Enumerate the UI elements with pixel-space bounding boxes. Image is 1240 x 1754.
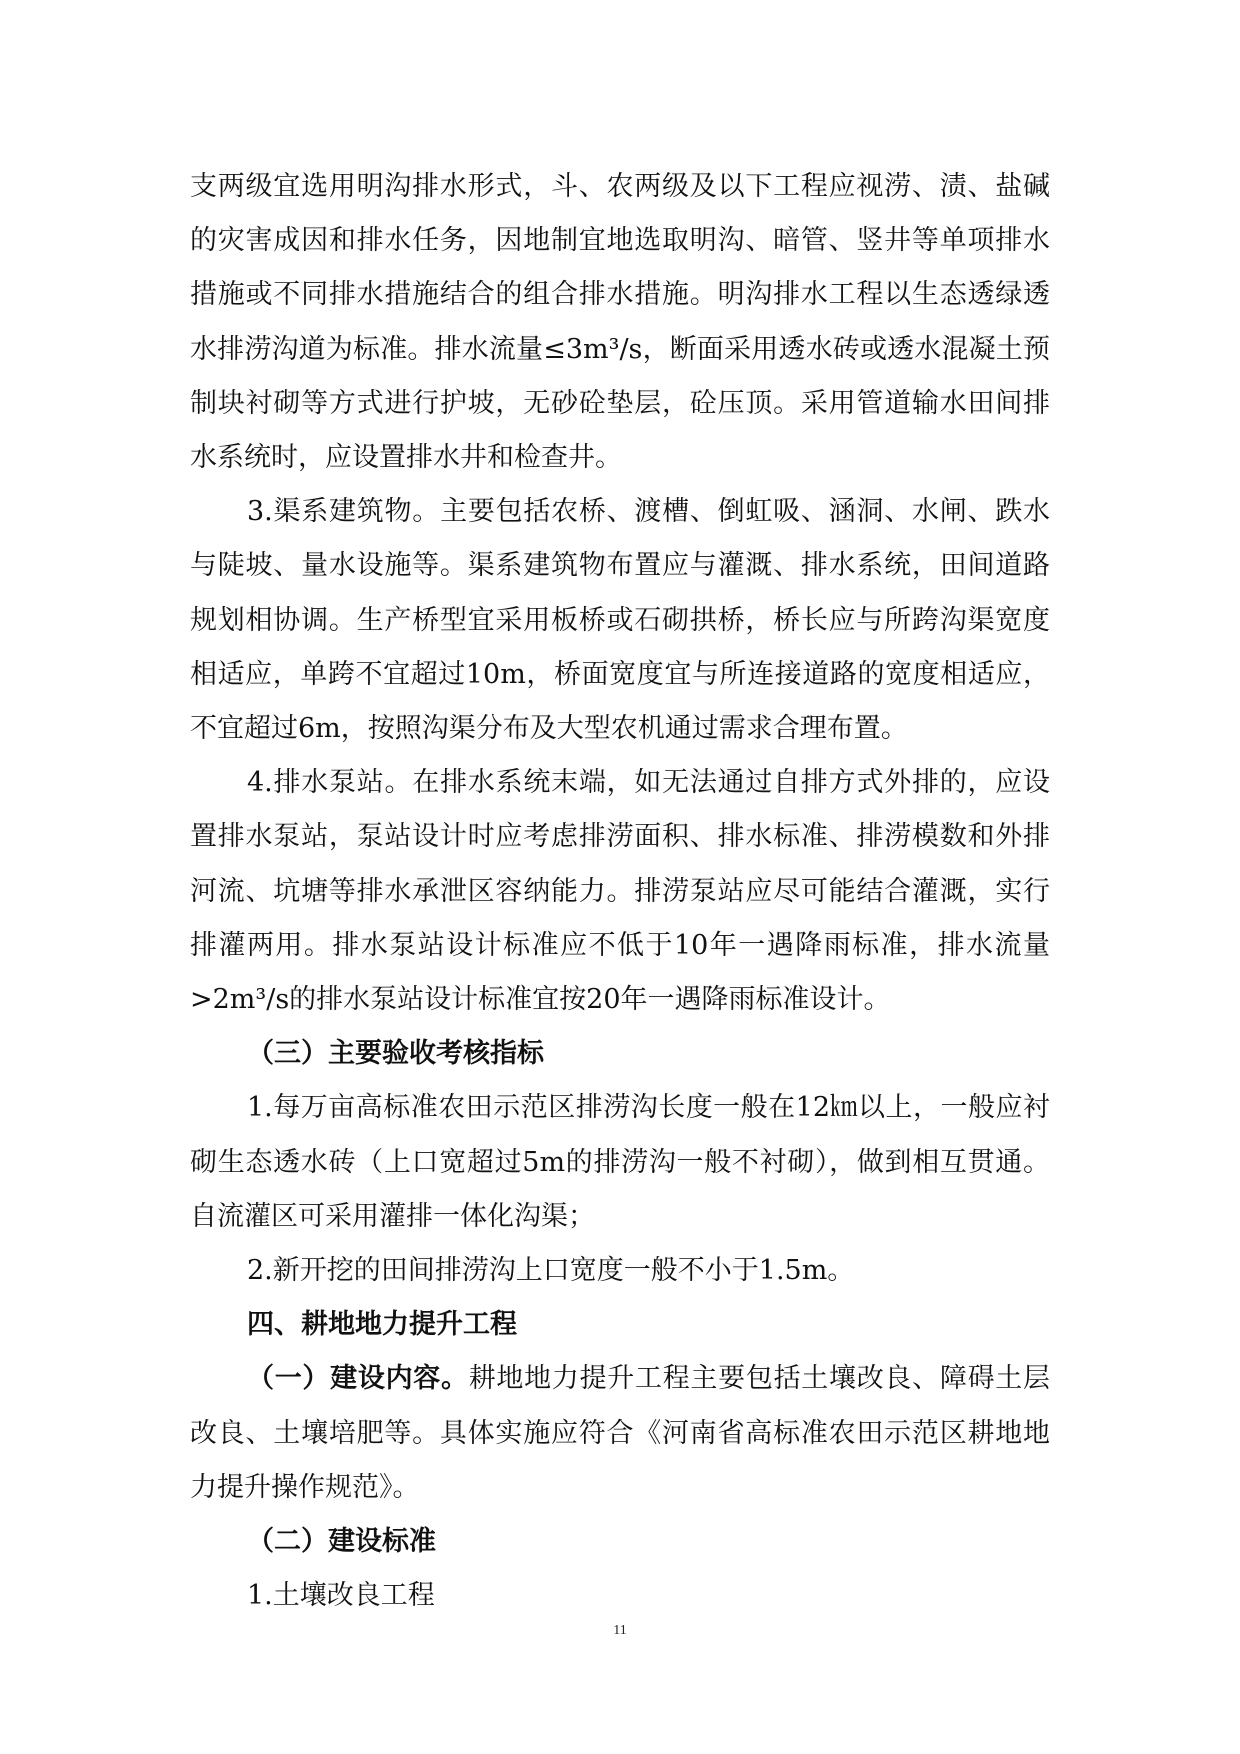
paragraph-drainage-forms: 支两级宜选用明沟排水形式，斗、农两级及以下工程应视涝、渍、盐碱的灾害成因和排水任务，因地制宜地选取明沟、暗管、竖井等单项排水措施或不同排水措施结合的组合排水措施。明沟排水工程以生态透绿透水排涝沟道为标准。排水流量≤3m³/s，断面采用透水砖或透水混凝土预制块衬砌等方式进行护坡，无砂砼垫层，砼压顶。采用管道输水田间排水系统时，应设置排水井和检查井。 <box>190 171 1050 474</box>
subheading-construction-standards: （二）建设标准 <box>247 1526 436 1558</box>
construction-content-lead: （一）建设内容。 <box>247 1363 469 1395</box>
paragraph-canal-structures: 3.渠系建筑物。主要包括农桥、渡槽、倒虹吸、涵洞、水闸、跌水与陡坡、量水设施等。渠系建筑物布置应与灌溉、排水系统，田间道路规划相协调。生产桥型宜采用板桥或石砌拱桥，桥长应与所跨沟渠宽度相适应，单跨不宜超过10m，桥面宽度宜与所连接道路的宽度相适应，不宜超过6m，按照沟渠分布及大型农机通过需求合理布置。 <box>190 496 1050 745</box>
paragraph-construction-content <box>190 1352 1050 1515</box>
paragraph-soil-improvement: 1.土壤改良工程 <box>247 1580 435 1612</box>
section-heading-soil-fertility: 四、耕地地力提升工程 <box>247 1309 517 1341</box>
page-number: 11 <box>613 1623 627 1638</box>
paragraph-indicator-2: 2.新开挖的田间排涝沟上口宽度一般不小于1.5m。 <box>247 1255 855 1287</box>
document-body <box>190 160 1050 1623</box>
paragraph-drainage-pump-station: 4.排水泵站。在排水系统末端，如无法通过自排方式外排的，应设置排水泵站，泵站设计时应考虑排涝面积、排水标准、排涝模数和外排河流、坑塘等排水承泄区容纳能力。排涝泵站应尽可能结合灌溉，实行排灌两用。排水泵站设计标准应不低于10年一遇降雨标准，排水流量>2m³/s的排水泵站设计标准宜按20年一遇降雨标准设计。 <box>190 767 1050 1016</box>
construction-content-body: 耕地地力提升工程主要包括土壤改良、障碍土层改良、土壤培肥等。具体实施应符合《河南省高标准农田示范区耕地地力提升操作规范》。 <box>190 1363 1051 1503</box>
paragraph-indicator-1: 1.每万亩高标准农田示范区排涝沟长度一般在12㎞以上，一般应衬砌生态透水砖（上口宽超过5m的排涝沟一般不衬砌），做到相互贯通。自流灌区可采用灌排一体化沟渠； <box>190 1092 1050 1232</box>
subheading-acceptance-indicators: （三）主要验收考核指标 <box>247 1038 544 1070</box>
